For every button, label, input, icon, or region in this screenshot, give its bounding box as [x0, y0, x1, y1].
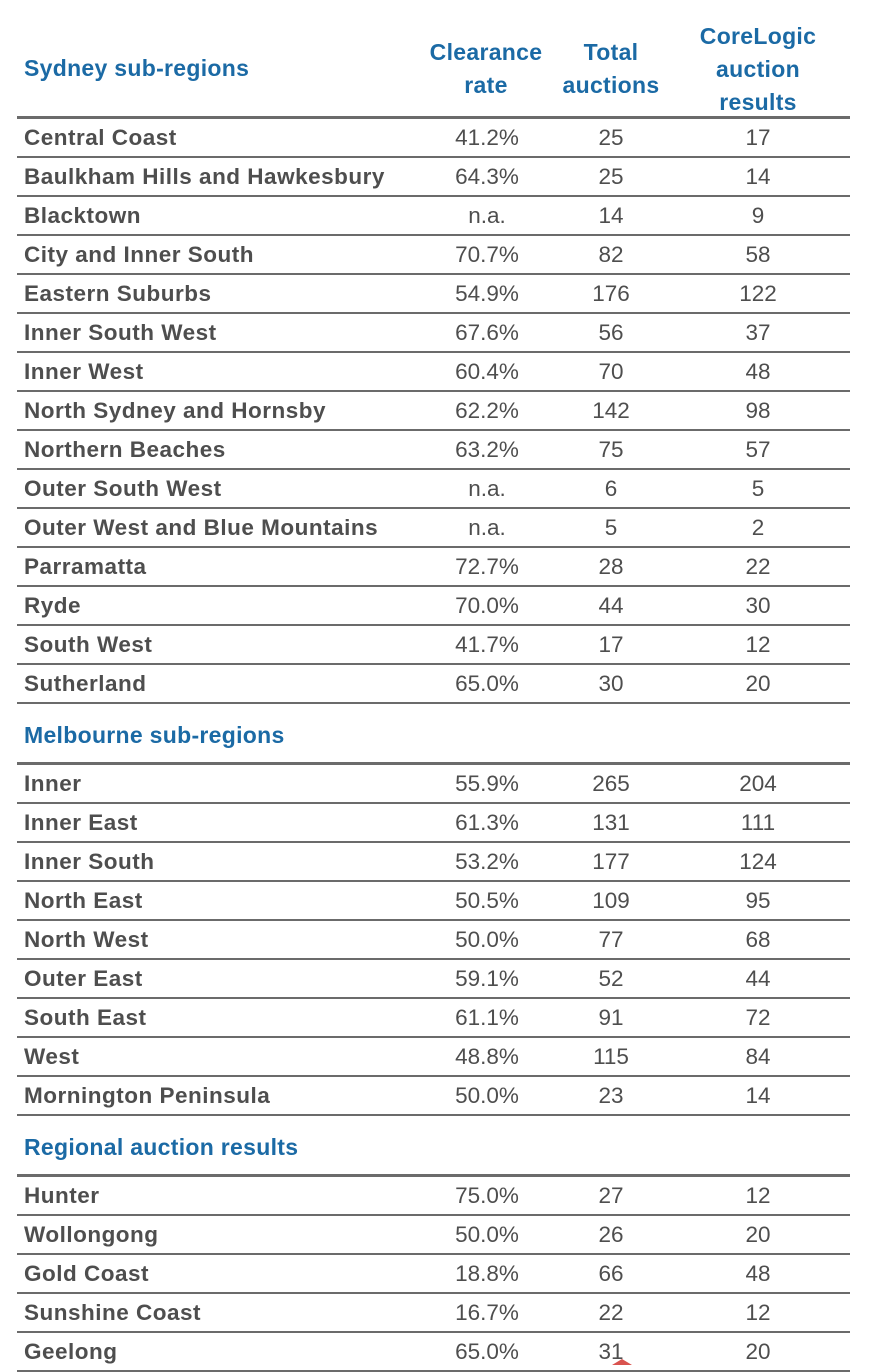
total-auctions: 25 — [598, 125, 624, 150]
region-name: Northern Beaches — [24, 437, 226, 462]
region-name: West — [24, 1044, 80, 1069]
total-auctions: 75 — [598, 437, 624, 462]
region-name: Eastern Suburbs — [24, 281, 212, 306]
section-title-label: Regional auction results — [24, 1134, 299, 1160]
region-name: Baulkham Hills and Hawkesbury — [24, 164, 385, 189]
region-name: Gold Coast — [24, 1261, 150, 1286]
total-auctions: 31 — [598, 1339, 624, 1364]
region-name: Sunshine Coast — [24, 1300, 202, 1325]
table-row — [17, 314, 850, 353]
table-row — [17, 843, 850, 882]
corelogic-results: 20 — [745, 671, 771, 696]
table-row — [17, 1038, 850, 1077]
table-row — [17, 626, 850, 665]
corelogic-results: 72 — [745, 1005, 771, 1030]
corelogic-results: 98 — [745, 398, 771, 423]
region-name: North West — [24, 927, 149, 952]
corelogic-results: 124 — [739, 849, 777, 874]
corelogic-results: 68 — [745, 927, 771, 952]
table-row — [17, 431, 850, 470]
clearance-rate: 54.9% — [455, 281, 519, 306]
total-auctions: 265 — [592, 771, 630, 796]
region-name: Sutherland — [24, 671, 147, 696]
corelogic-results: 12 — [745, 1183, 771, 1208]
clearance-rate: 18.8% — [455, 1261, 519, 1286]
region-name: Inner South West — [24, 320, 217, 345]
total-auctions: 26 — [598, 1222, 624, 1247]
clearance-rate: 41.7% — [455, 632, 519, 657]
corelogic-results: 44 — [745, 966, 771, 991]
region-name: Inner South — [24, 849, 155, 874]
region-name: Inner West — [24, 359, 144, 384]
corelogic-results: 5 — [751, 476, 765, 501]
region-name: Parramatta — [24, 554, 147, 579]
table-row — [17, 1216, 850, 1255]
total-auctions: 176 — [592, 281, 630, 306]
sydney-section-title: Sydney sub-regions — [24, 55, 250, 81]
table-row — [17, 1077, 850, 1116]
corelogic-results: 37 — [745, 320, 771, 345]
table-row — [17, 353, 850, 392]
corelogic-results: 17 — [745, 125, 771, 150]
region-name: Central Coast — [24, 125, 177, 150]
total-auctions: 82 — [598, 242, 624, 267]
corelogic-results: 122 — [739, 281, 777, 306]
table-row — [17, 1177, 850, 1216]
total-auctions: 22 — [598, 1300, 624, 1325]
clearance-rate: 60.4% — [455, 359, 519, 384]
total-auctions: 142 — [592, 398, 630, 423]
total-auctions: 70 — [598, 359, 624, 384]
total-auctions: 30 — [598, 671, 624, 696]
total-auctions: 66 — [598, 1261, 624, 1286]
clearance-rate: 41.2% — [455, 125, 519, 150]
clearance-rate: 64.3% — [455, 164, 519, 189]
total-auctions: 28 — [598, 554, 624, 579]
clearance-rate: 72.7% — [455, 554, 519, 579]
clearance-rate: 61.3% — [455, 810, 519, 835]
clearance-rate: n.a. — [468, 476, 506, 501]
corelogic-results-header: CoreLogic auction results — [699, 23, 817, 115]
clearance-rate: 63.2% — [455, 437, 519, 462]
table-row — [17, 509, 850, 548]
region-name: South East — [24, 1005, 147, 1030]
table-row — [17, 1255, 850, 1294]
clearance-rate: 16.7% — [455, 1300, 519, 1325]
region-name: Inner — [24, 771, 82, 796]
table-row — [17, 882, 850, 921]
region-name: Ryde — [24, 593, 82, 618]
table-row — [17, 470, 850, 509]
total-auctions: 23 — [598, 1083, 624, 1108]
clearance-rate: 75.0% — [455, 1183, 519, 1208]
total-auctions: 91 — [598, 1005, 624, 1030]
corelogic-results: 22 — [745, 554, 771, 579]
table-row — [17, 1333, 850, 1372]
section-title — [17, 1116, 850, 1174]
region-name: City and Inner South — [24, 242, 255, 267]
clearance-rate: 70.0% — [455, 593, 519, 618]
region-name: Hunter — [24, 1183, 100, 1208]
region-name: North East — [24, 888, 143, 913]
corelogic-results: 84 — [745, 1044, 771, 1069]
table-row — [17, 765, 850, 804]
total-auctions: 77 — [598, 927, 624, 952]
total-auctions: 6 — [604, 476, 618, 501]
region-name: Outer West and Blue Mountains — [24, 515, 379, 540]
clearance-rate: 61.1% — [455, 1005, 519, 1030]
corelogic-results: 20 — [745, 1222, 771, 1247]
region-name: Inner East — [24, 810, 138, 835]
corelogic-results: 9 — [751, 203, 765, 228]
clearance-rate: 50.5% — [455, 888, 519, 913]
total-auctions: 52 — [598, 966, 624, 991]
table-row — [17, 236, 850, 275]
corelogic-results: 58 — [745, 242, 771, 267]
region-name: Geelong — [24, 1339, 118, 1364]
clearance-rate: 70.7% — [455, 242, 519, 267]
total-auctions: 25 — [598, 164, 624, 189]
clearance-rate: 55.9% — [455, 771, 519, 796]
table-row — [17, 665, 850, 704]
corelogic-results: 48 — [745, 1261, 771, 1286]
corelogic-results: 204 — [739, 771, 777, 796]
table-row — [17, 804, 850, 843]
total-auctions: 131 — [592, 810, 630, 835]
total-auctions-header: Total auctions — [562, 39, 660, 98]
table-row — [17, 960, 850, 999]
region-name: South West — [24, 632, 153, 657]
region-name: Outer South West — [24, 476, 222, 501]
table-row — [17, 1294, 850, 1333]
clearance-rate: 48.8% — [455, 1044, 519, 1069]
clearance-rate-header: Clearance rate — [429, 39, 543, 98]
total-auctions: 177 — [592, 849, 630, 874]
table-row — [17, 921, 850, 960]
region-name: Outer East — [24, 966, 143, 991]
corelogic-results: 12 — [745, 1300, 771, 1325]
region-name: North Sydney and Hornsby — [24, 398, 327, 423]
total-auctions: 14 — [598, 203, 624, 228]
section-title — [17, 704, 850, 762]
corelogic-results: 111 — [740, 810, 776, 835]
clearance-rate: 62.2% — [455, 398, 519, 423]
corelogic-results: 20 — [745, 1339, 771, 1364]
auction-results-table — [17, 116, 850, 1372]
total-auctions: 5 — [604, 515, 618, 540]
corelogic-results: 14 — [745, 1083, 771, 1108]
table-header — [0, 0, 878, 116]
total-auctions: 115 — [593, 1044, 629, 1069]
total-auctions: 56 — [598, 320, 624, 345]
total-auctions: 44 — [598, 593, 624, 618]
clearance-rate: n.a. — [468, 515, 506, 540]
clearance-rate: n.a. — [468, 203, 506, 228]
table-row — [17, 392, 850, 431]
clearance-rate: 53.2% — [455, 849, 519, 874]
clearance-rate: 50.0% — [455, 927, 519, 952]
region-name: Mornington Peninsula — [24, 1083, 271, 1108]
corelogic-results: 12 — [745, 632, 771, 657]
section-title-label: Melbourne sub-regions — [24, 722, 285, 748]
clearance-rate: 65.0% — [455, 671, 519, 696]
total-auctions: 109 — [592, 888, 630, 913]
corelogic-results: 57 — [745, 437, 771, 462]
corelogic-results: 95 — [745, 888, 771, 913]
table-row — [17, 197, 850, 236]
total-auctions: 17 — [598, 632, 624, 657]
clearance-rate: 65.0% — [455, 1339, 519, 1364]
total-auctions: 27 — [598, 1183, 624, 1208]
table-row — [17, 999, 850, 1038]
corelogic-results: 30 — [745, 593, 771, 618]
table-row — [17, 587, 850, 626]
region-name: Wollongong — [24, 1222, 159, 1247]
clearance-rate: 50.0% — [455, 1083, 519, 1108]
table-row — [17, 275, 850, 314]
table-row — [17, 158, 850, 197]
corelogic-results: 14 — [745, 164, 771, 189]
corelogic-results: 2 — [751, 515, 765, 540]
clearance-rate: 50.0% — [455, 1222, 519, 1247]
clearance-rate: 59.1% — [455, 966, 519, 991]
corner-mark — [612, 1359, 632, 1365]
table-row — [17, 119, 850, 158]
clearance-rate: 67.6% — [455, 320, 519, 345]
region-name: Blacktown — [24, 203, 142, 228]
corelogic-results: 48 — [745, 359, 771, 384]
table-row — [17, 548, 850, 587]
